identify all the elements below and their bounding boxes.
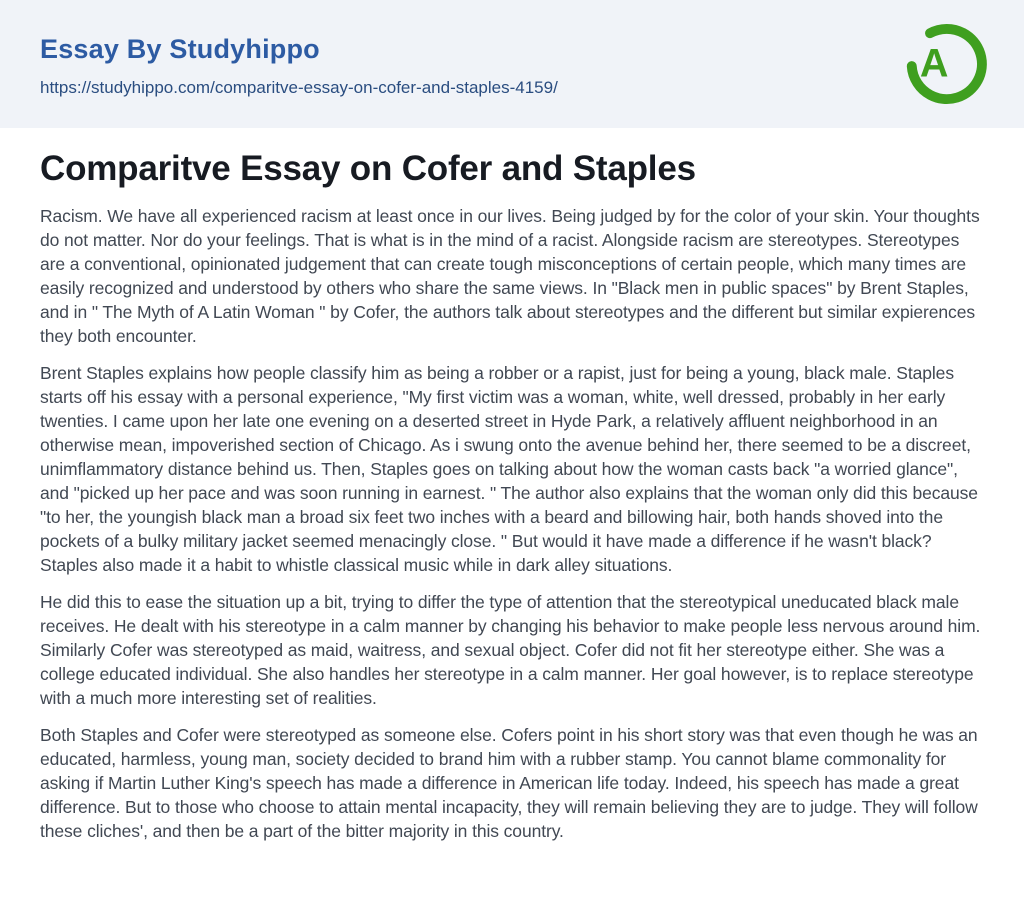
essay-content <box>0 128 1024 843</box>
essay-paragraph: Both Staples and Cofer were stereotyped as someone else. Cofers point in his short story was that even though he was an educated, harmless, young man, society decided to brand him with a rubber stamp. You cannot blame commonality for asking if Martin Luther King's speech has made a difference in American life today. Indeed, his speech has made a great difference. But to those who choose to attain mental incapacity, they will remain believing they are to judge. They will follow these cliches', and then be a part of the bitter majority in this country. <box>40 725 978 841</box>
studyhippo-logo-icon <box>900 17 990 111</box>
essay-paragraph: He did this to ease the situation up a bit, trying to differ the type of attention that the stereotypical uneducated black male receives. He dealt with his stereotype in a calm manner by changing his behavior to make people less nervous around him. Similarly Cofer was stereotyped as maid, waitress, and sexual object. Cofer did not fit her stereotype either. She was a college educated individual. She also handles her stereotype in a calm manner. Her goal however, is to replace stereotype with a much more interesting set of realities. <box>40 592 981 708</box>
site-logo[interactable] <box>900 17 990 111</box>
source-url-link[interactable]: https://studyhippo.com/comparitve-essay-on-cofer-and-staples-4159/ <box>40 78 558 97</box>
header-text-block <box>40 30 558 98</box>
logo-letter: A <box>919 41 949 86</box>
essay-paragraph: Brent Staples explains how people classify him as being a robber or a rapist, just for being a young, black male. Staples starts off his essay with a personal experience, "My first victim was a woman, white, well dressed, probably in her early twenties. I came upon her late one evening on a deserted street in Hyde Park, a relatively affluent neighborhood in an otherwise mean, impoverished section of Chicago. As i swung onto the avenue behind her, there seemed to be a discreet, unimflammatory distance behind us. Then, Staples goes on talking about how the woman casts back "a worried glance", and "picked up her pace and was soon running in earnest. " The author also explains that the woman only did this because "to her, the youngish black man a broad six feet two inches with a beard and billowing hair, both hands shoved into the pockets of a bulky military jacket seemed menacingly close. " But would it have made a difference if he wasn't black? Staples also made it a habit to whistle classical music while in dark alley situations. <box>40 363 978 575</box>
site-title: Essay By Studyhippo <box>40 34 320 64</box>
article-title: Comparitve Essay on Cofer and Staples <box>40 149 696 188</box>
site-header <box>0 0 1024 128</box>
article-body <box>40 204 986 843</box>
essay-paragraph: Racism. We have all experienced racism at least once in our lives. Being judged by for the color of your skin. Your thoughts do not matter. Nor do your feelings. That is what is in the mind of a racist. Alongside racism are stereotypes. Stereotypes are a conventional, opinionated judgement that can create tough misconceptions of certain people, which many times are easily recognized and understood by others who share the same views. In "Black men in public spaces" by Brent Staples, and in " The Myth of A Latin Woman " by Cofer, the authors talk about stereotypes and the different but similar expierences they both encounter. <box>40 206 980 346</box>
